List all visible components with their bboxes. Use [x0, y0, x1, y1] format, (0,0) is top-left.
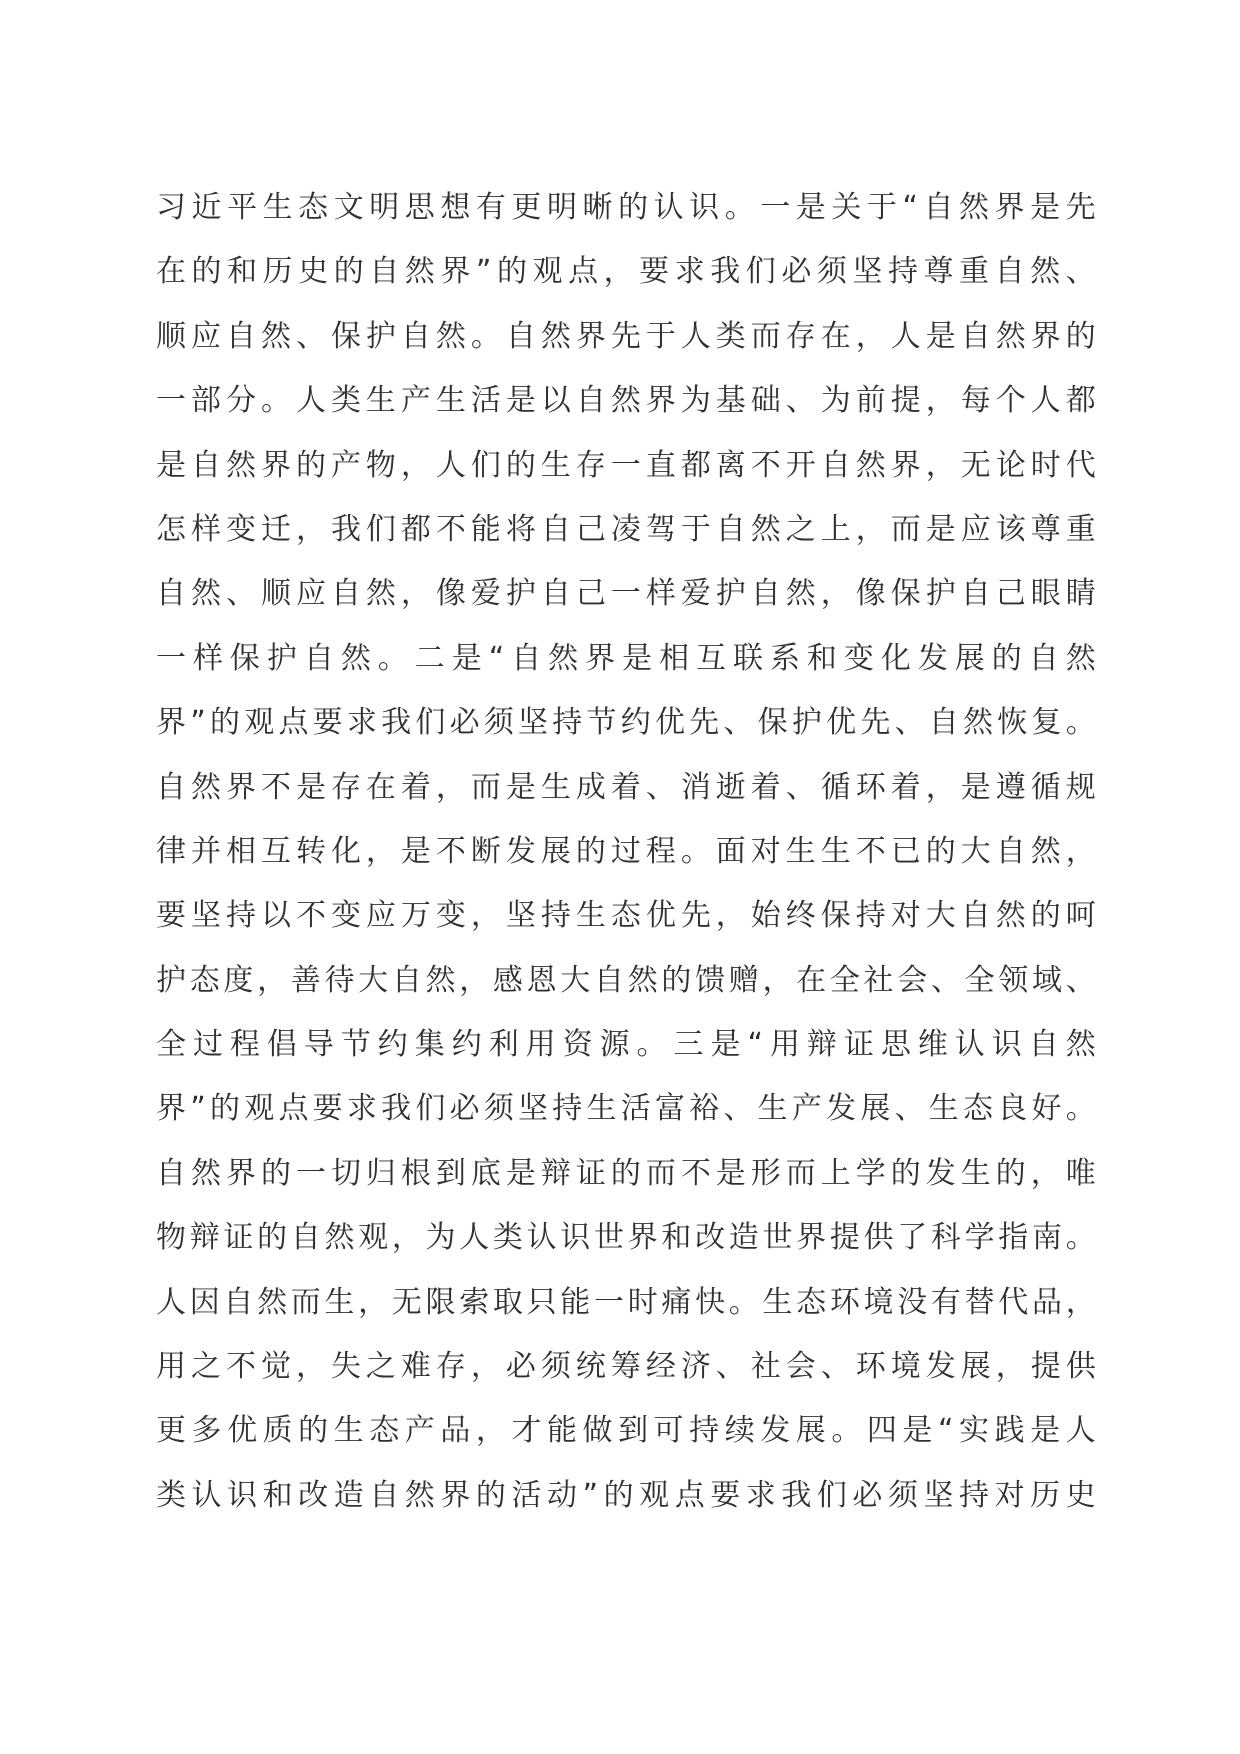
text-line: 全过程倡导节约集约利用资源。三是“用辩证思维认识自然 [156, 1027, 1096, 1063]
text-line: 是自然界的产物，人们的生存一直都离不开自然界，无论时代 [156, 447, 1096, 483]
text-line: 习近平生态文明思想有更明晰的认识。一是关于“自然界是先 [156, 190, 1096, 225]
body-paragraph [156, 188, 1096, 1540]
text-line: 一样保护自然。二是“自然界是相互联系和变化发展的自然 [156, 640, 1096, 676]
text-line: 在的和历史的自然界”的观点，要求我们必须坚持尊重自然、 [156, 254, 1096, 290]
text-line: 用之不觉，失之难存，必须统筹经济、社会、环境发展，提供 [156, 1349, 1096, 1385]
text-line: 自然界不是存在着，而是生成着、消逝着、循环着，是遵循规 [156, 769, 1096, 805]
text-line: 类认识和改造自然界的活动”的观点要求我们必须坚持对历史 [156, 1477, 1096, 1513]
text-line: 界”的观点要求我们必须坚持节约优先、保护优先、自然恢复。 [156, 705, 1096, 741]
text-line: 要坚持以不变应万变，坚持生态优先，始终保持对大自然的呵 [156, 898, 1096, 934]
text-line: 自然界的一切归根到底是辩证的而不是形而上学的发生的，唯 [156, 1155, 1096, 1191]
text-line: 人因自然而生，无限索取只能一时痛快。生态环境没有替代品， [156, 1284, 1096, 1320]
text-line: 顺应自然、保护自然。自然界先于人类而存在，人是自然界的 [156, 318, 1096, 354]
text-line: 一部分。人类生产生活是以自然界为基础、为前提，每个人都 [156, 383, 1096, 419]
text-line: 界”的观点要求我们必须坚持生活富裕、生产发展、生态良好。 [156, 1091, 1096, 1127]
text-line: 护态度，善待大自然，感恩大自然的馈赠，在全社会、全领域、 [156, 962, 1096, 998]
text-line: 更多优质的生态产品，才能做到可持续发展。四是“实践是人 [156, 1413, 1096, 1449]
text-line: 怎样变迁，我们都不能将自己凌驾于自然之上，而是应该尊重 [156, 511, 1096, 547]
text-line: 律并相互转化，是不断发展的过程。面对生生不已的大自然， [156, 833, 1096, 869]
text-line: 物辩证的自然观，为人类认识世界和改造世界提供了科学指南。 [156, 1220, 1096, 1256]
text-line: 自然、顺应自然，像爱护自己一样爱护自然，像保护自己眼睛 [156, 576, 1096, 612]
